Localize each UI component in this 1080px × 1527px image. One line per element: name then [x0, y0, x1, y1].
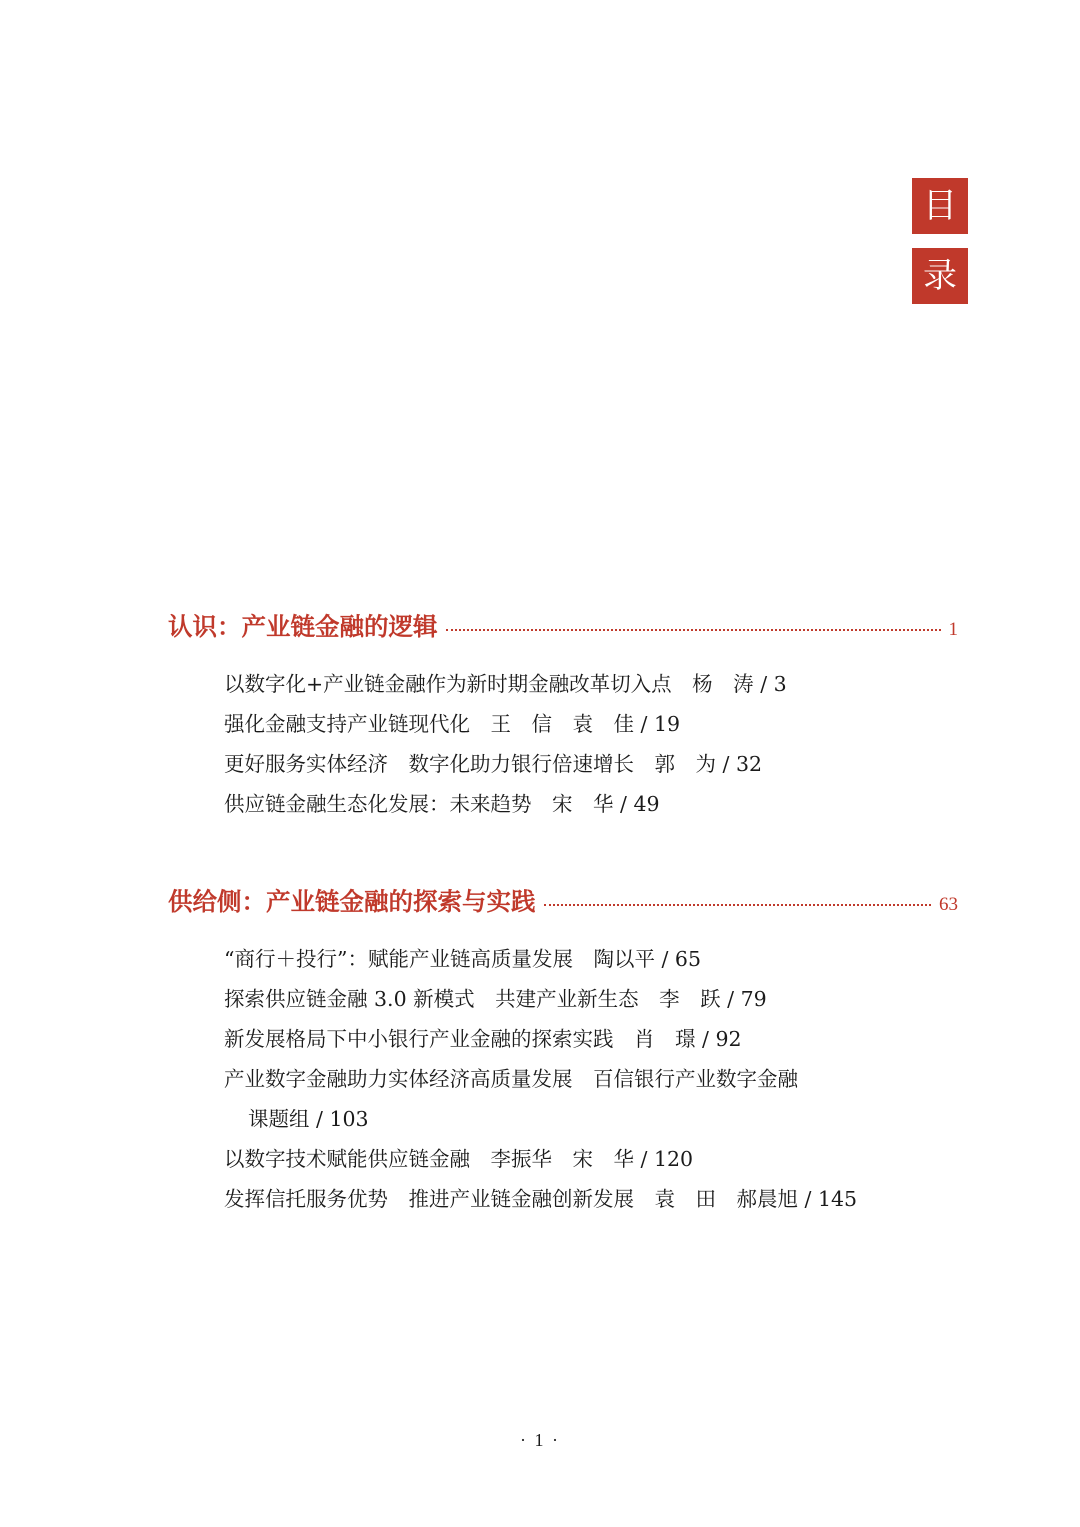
- dot-leader: [446, 629, 941, 631]
- toc-entry-list: [168, 940, 958, 1220]
- toc-section-page: 1: [948, 619, 958, 640]
- masthead-mulu: [912, 178, 968, 304]
- toc-section: [168, 883, 958, 1220]
- masthead-char-mu: 目: [912, 178, 968, 234]
- masthead-char-lu: 录: [912, 248, 968, 304]
- toc-entry: 供应链金融生态化发展：未来趋势 宋 华 / 49: [224, 791, 660, 816]
- toc-section-title: 供给侧：产业链金融的探索与实践: [168, 886, 536, 916]
- toc-section-title: 认识：产业链金融的逻辑: [168, 612, 438, 641]
- toc-section-header: [168, 883, 958, 918]
- toc-entry: “商行＋投行”：赋能产业链高质量发展 陶以平 / 65: [224, 946, 701, 971]
- toc-entry-list: [168, 665, 958, 825]
- table-of-contents: [168, 608, 958, 1220]
- toc-entry: 以数字化+产业链金融作为新时期金融改革切入点 杨 涛 / 3: [224, 672, 787, 696]
- page-folio: · 1 ·: [520, 1430, 560, 1450]
- toc-section: [168, 608, 958, 825]
- toc-entry: 发挥信托服务优势 推进产业链金融创新发展 袁 田 郝晨旭 / 145: [224, 1186, 858, 1211]
- toc-section-header: [168, 608, 958, 643]
- toc-entry: 强化金融支持产业链现代化 王 信 袁 佳 / 19: [224, 711, 681, 736]
- dot-leader: [544, 904, 932, 906]
- toc-entry: 新发展格局下中小银行产业金融的探索实践 肖 璟 / 92: [224, 1026, 742, 1051]
- toc-entry: 更好服务实体经济 数字化助力银行倍速增长 郭 为 / 32: [224, 751, 763, 776]
- toc-entry: 产业数字金融助力实体经济高质量发展 百信银行产业数字金融: [224, 1066, 798, 1091]
- toc-entry: 探索供应链金融 3.0 新模式 共建产业新生态 李 跃 / 79: [224, 986, 767, 1011]
- toc-entry: 以数字技术赋能供应链金融 李振华 宋 华 / 120: [224, 1146, 694, 1171]
- toc-entry-continuation: 课题组 / 103: [248, 1106, 369, 1131]
- toc-section-page: 63: [939, 893, 958, 915]
